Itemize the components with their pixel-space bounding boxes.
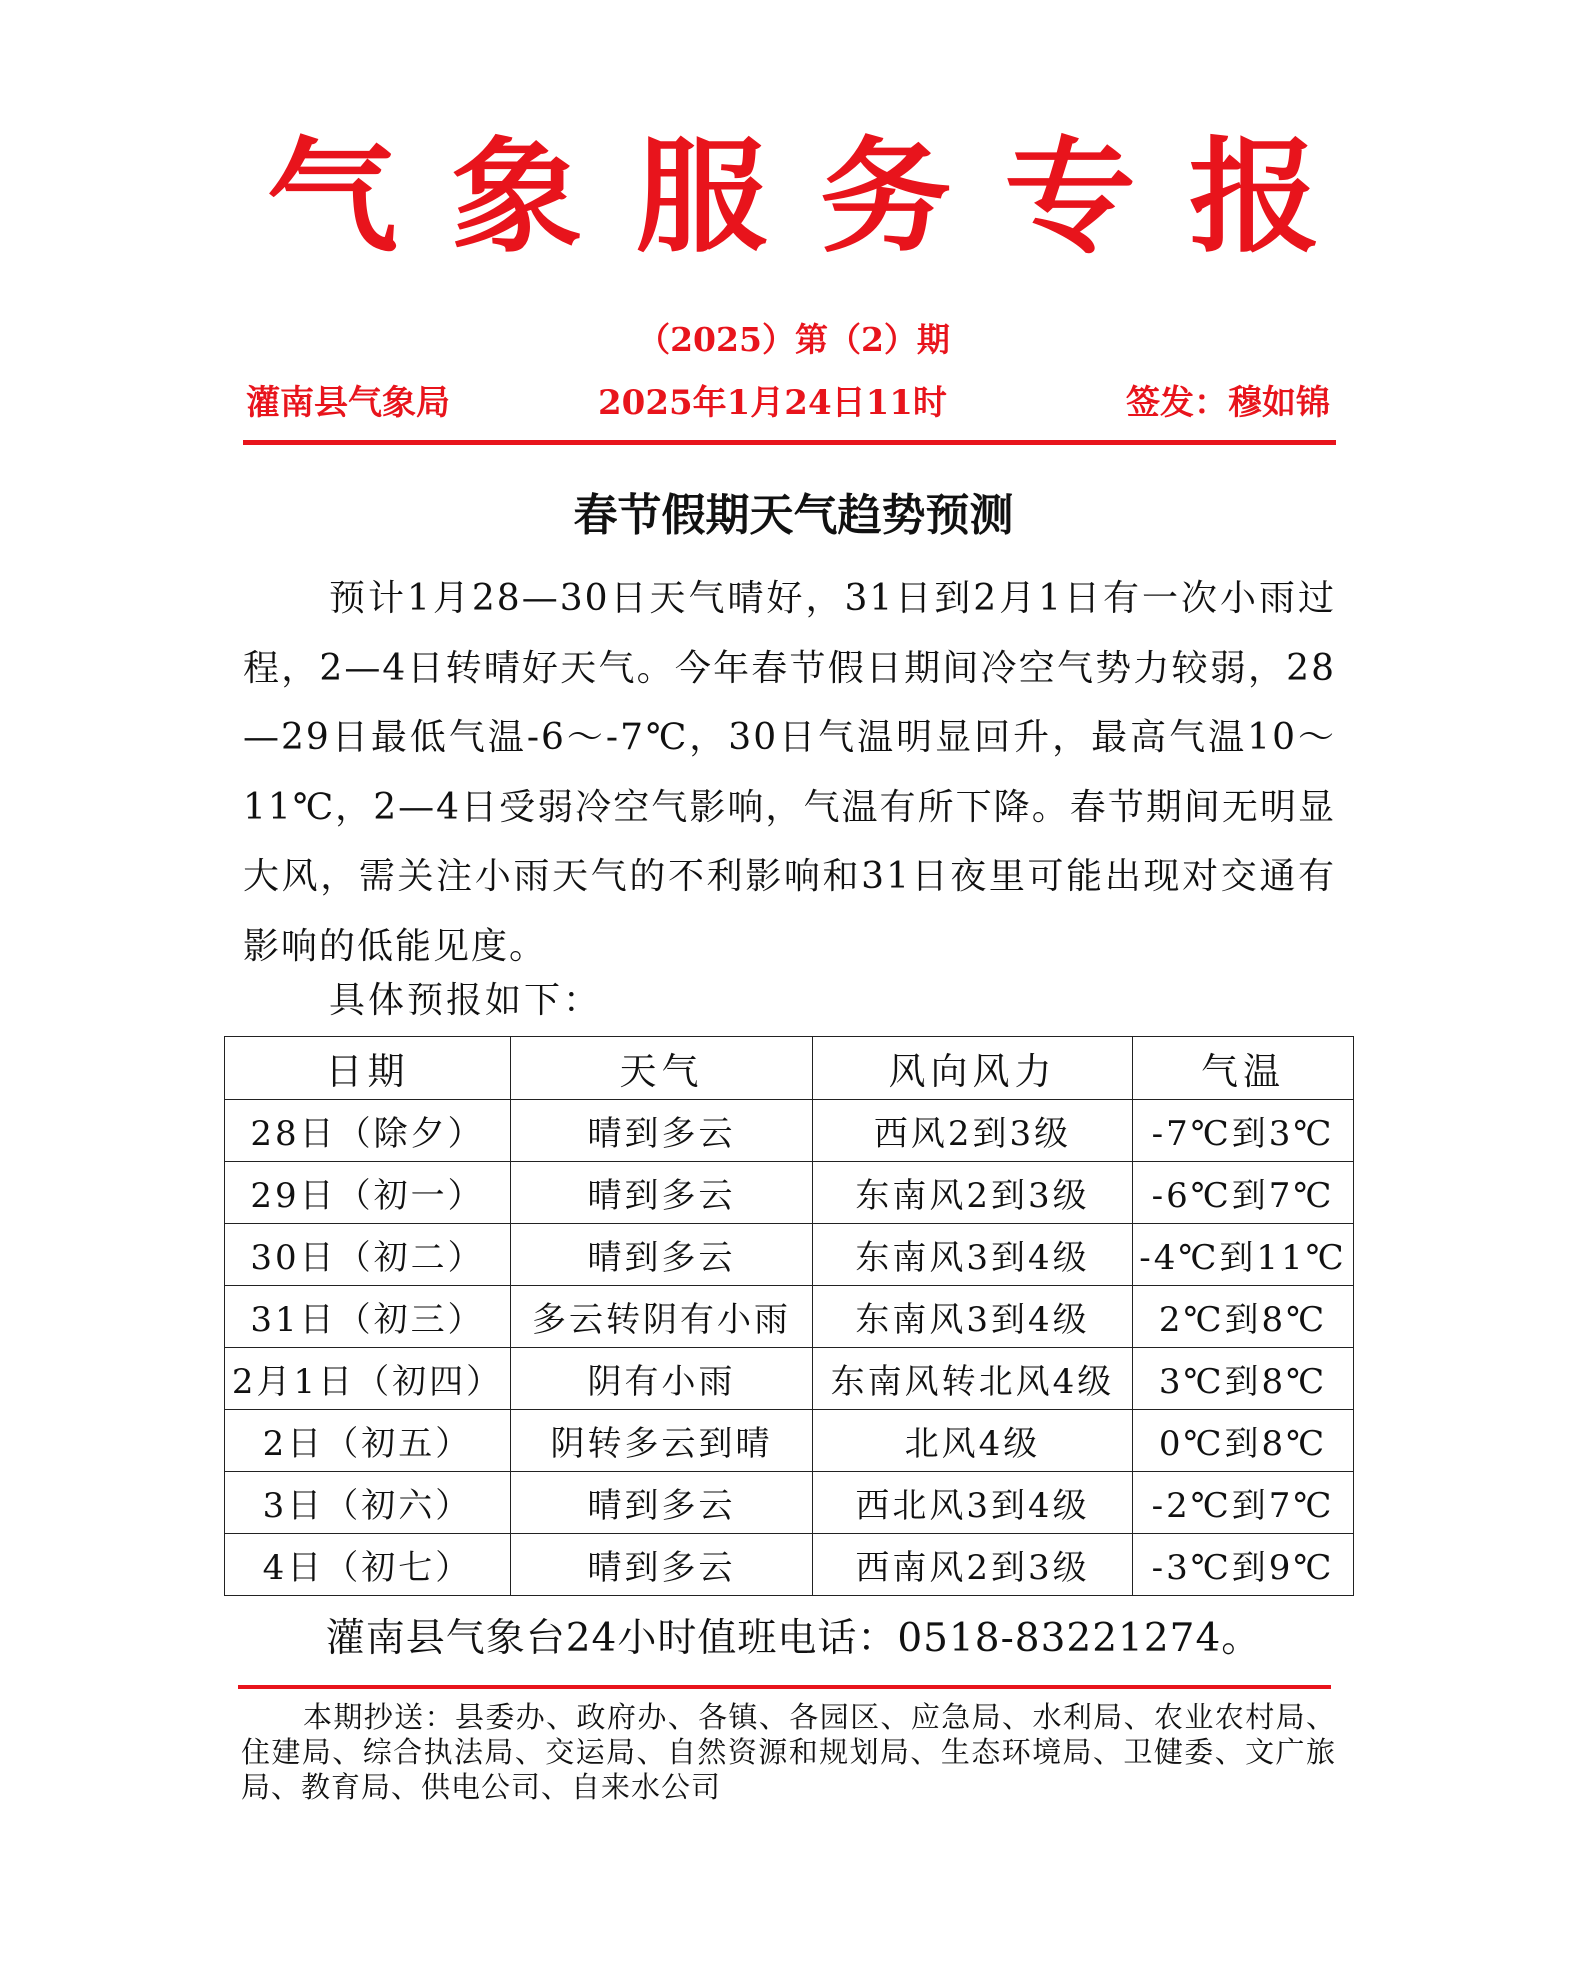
cell-temperature: -4℃到11℃: [1133, 1224, 1354, 1286]
cell-wind: 东南风2到3级: [813, 1162, 1133, 1224]
cell-wind: 东南风3到4级: [813, 1224, 1133, 1286]
issue-datetime: 2025年1月24日11时: [598, 383, 947, 423]
cell-wind: 西南风2到3级: [813, 1534, 1133, 1596]
cell-weather: 晴到多云: [511, 1162, 813, 1224]
cell-date: 4日（初七）: [225, 1534, 511, 1596]
header-wind: 风向风力: [813, 1037, 1133, 1100]
cell-weather: 多云转阴有小雨: [511, 1286, 813, 1348]
forecast-table: [224, 1036, 1354, 1596]
cell-temperature: 2℃到8℃: [1133, 1286, 1354, 1348]
table-row: [225, 1100, 1354, 1162]
table-row: [225, 1286, 1354, 1348]
cell-date: 2月1日（初四）: [225, 1348, 511, 1410]
table-row: [225, 1224, 1354, 1286]
issue-number: （2025）第（2）期: [637, 320, 950, 359]
masthead-title: 气象服务专报: [266, 126, 1374, 270]
table-row: [225, 1472, 1354, 1534]
cell-date: 31日（初三）: [225, 1286, 511, 1348]
forecast-intro: 具体预报如下：: [329, 980, 603, 1021]
cell-wind: 西风2到3级: [813, 1100, 1133, 1162]
cell-date: 3日（初六）: [225, 1472, 511, 1534]
duty-hotline: 灌南县气象台24小时值班电话：0518-83221274。: [325, 1616, 1262, 1661]
cell-temperature: -2℃到7℃: [1133, 1472, 1354, 1534]
cell-temperature: -7℃到3℃: [1133, 1100, 1354, 1162]
cell-weather: 晴到多云: [511, 1534, 813, 1596]
table-row: [225, 1162, 1354, 1224]
table-row: [225, 1534, 1354, 1596]
cell-temperature: 3℃到8℃: [1133, 1348, 1354, 1410]
table-row: [225, 1410, 1354, 1472]
table-header-row: [225, 1037, 1354, 1100]
issuing-agency: 灌南县气象局: [246, 383, 450, 423]
distribution-list: 本期抄送：县委办、政府办、各镇、各园区、应急局、水利局、农业农村局、住建局、综合执法局、交运局、自然资源和规划局、生态环境局、卫健委、文广旅局、教育局、供电公司、自来水公司: [241, 1700, 1336, 1804]
cell-weather: 阴转多云到晴: [511, 1410, 813, 1472]
meta-row: [246, 378, 1330, 428]
header-date: 日期: [225, 1037, 511, 1100]
cell-weather: 晴到多云: [511, 1100, 813, 1162]
cell-weather: 晴到多云: [511, 1224, 813, 1286]
cell-wind: 西北风3到4级: [813, 1472, 1133, 1534]
cell-temperature: -3℃到9℃: [1133, 1534, 1354, 1596]
article-title: 春节假期天气趋势预测: [573, 490, 1014, 541]
cell-weather: 阴有小雨: [511, 1348, 813, 1410]
header-weather: 天气: [511, 1037, 813, 1100]
table-row: [225, 1348, 1354, 1410]
cell-temperature: -6℃到7℃: [1133, 1162, 1354, 1224]
header-divider: [243, 440, 1336, 445]
signed-by: 签发：穆如锦: [1126, 383, 1330, 423]
cell-date: 28日（除夕）: [225, 1100, 511, 1162]
cell-wind: 东南风转北风4级: [813, 1348, 1133, 1410]
cell-date: 2日（初五）: [225, 1410, 511, 1472]
cell-wind: 东南风3到4级: [813, 1286, 1133, 1348]
cell-weather: 晴到多云: [511, 1472, 813, 1534]
cell-temperature: 0℃到8℃: [1133, 1410, 1354, 1472]
cell-date: 30日（初二）: [225, 1224, 511, 1286]
cell-date: 29日（初一）: [225, 1162, 511, 1224]
footer-divider: [238, 1685, 1331, 1689]
header-temperature: 气温: [1133, 1037, 1354, 1100]
cell-wind: 北风4级: [813, 1410, 1133, 1472]
article-body: 预计1月28—30日天气晴好，31日到2月1日有一次小雨过程，2—4日转晴好天气。今年春节假日期间冷空气势力较弱，28—29日最低气温-6～-7℃，30日气温明显回升，最高气温10～11℃，2—4日受弱冷空气影响，气温有所下降。春节期间无明显大风，需关注小雨天气的不利影响和31日夜里可能出现对交通有影响的低能见度。: [243, 578, 1336, 967]
